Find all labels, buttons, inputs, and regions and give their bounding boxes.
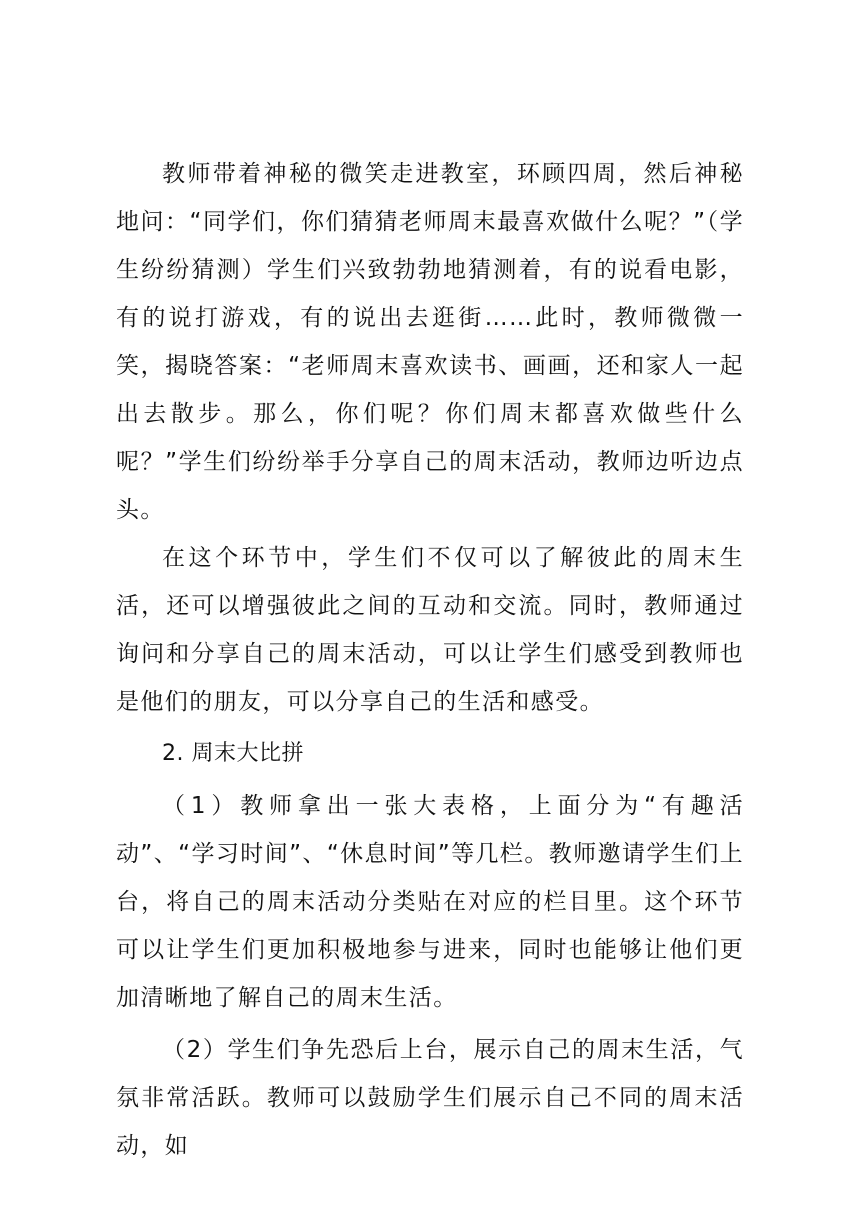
document-body [116, 150, 744, 1170]
paragraph-reflection: 在这个环节中，学生们不仅可以了解彼此的周末生活，还可以增强彼此之间的互动和交流。同时，教师通过询问和分享自己的周末活动，可以让学生们感受到教师也是他们的朋友，可以分享自己的生活和感受。 [116, 545, 744, 715]
paragraph-step-2: （2）学生们争先恐后上台，展示自己的周末生活，气氛非常活跃。教师可以鼓励学生们展示自己不同的周末活动，如 [116, 1037, 744, 1159]
paragraph-intro-activity: 教师带着神秘的微笑走进教室，环顾四周，然后神秘地问：“同学们，你们猜猜老师周末最喜欢做什么呢？”（学生纷纷猜测）学生们兴致勃勃地猜测着，有的说看电影，有的说打游戏，有的说出去逛街……此时，教师微微一笑，揭晓答案：“老师周末喜欢读书、画画，还和家人一起出去散步。那么，你们呢？你们周末都喜欢做些什么呢？”学生们纷纷举手分享自己的周末活动，教师边听边点头。 [116, 161, 744, 523]
paragraph-step-1: （1）教师拿出一张大表格，上面分为“有趣活动”、“学习时间”、“休息时间”等几栏。教师邀请学生们上台，将自己的周末活动分类贴在对应的栏目里。这个环节可以让学生们更加积极地参与进来，同时也能够让他们更加清晰地了解自己的周末生活。 [116, 793, 744, 1011]
section-heading-weekend-contest: 2. 周末大比拼 [162, 741, 304, 766]
